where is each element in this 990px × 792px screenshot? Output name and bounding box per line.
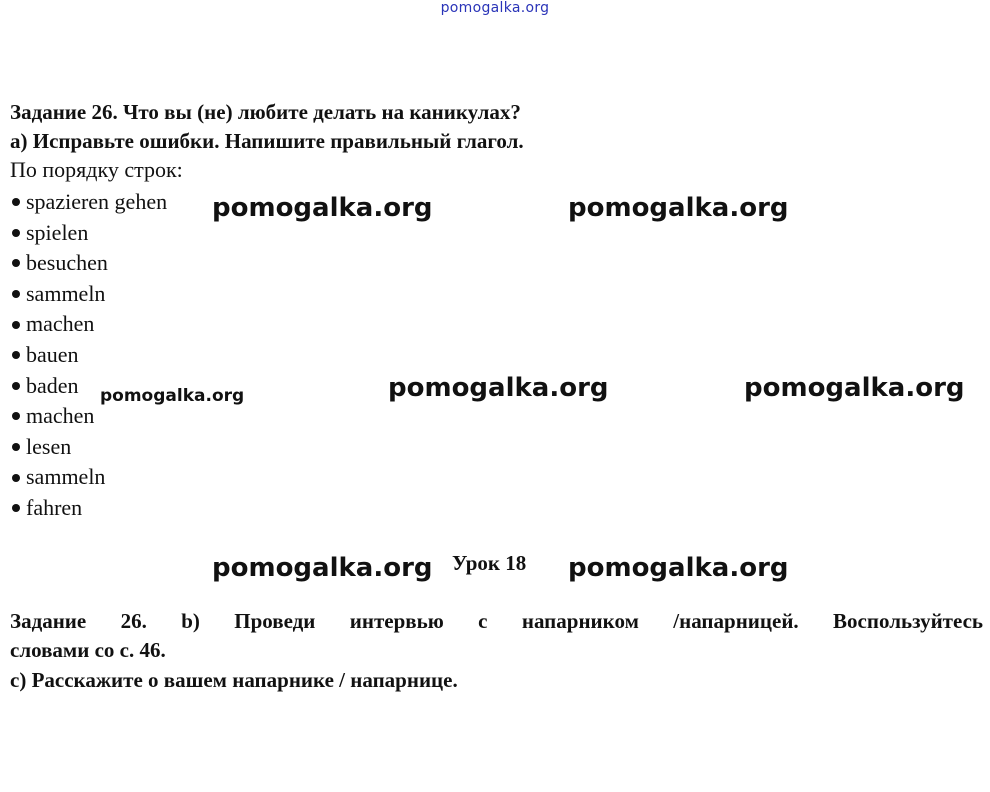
task-26c-instruction: c) Расскажите о вашем напарнике / напарнице. (10, 668, 458, 692)
list-item: sammeln (10, 279, 167, 310)
bullet-icon (12, 198, 20, 206)
list-item: baden (10, 371, 167, 402)
bullet-icon (12, 382, 20, 390)
list-item: machen (10, 309, 167, 340)
list-item: besuchen (10, 248, 167, 279)
list-item: spielen (10, 218, 167, 249)
site-watermark-top: pomogalka.org (440, 0, 550, 16)
bullet-icon (12, 351, 20, 359)
lesson-heading: Урок 18 (452, 551, 527, 575)
list-item: lesen (10, 432, 167, 463)
task-26-title: Задание 26. Что вы (не) любите делать на каникулах? (10, 100, 521, 124)
bullet-icon (12, 412, 20, 420)
verb-list (10, 187, 167, 524)
bullet-icon (12, 504, 20, 512)
list-item: bauen (10, 340, 167, 371)
bullet-icon (12, 229, 20, 237)
watermark-text: pomogalka.org (100, 386, 245, 406)
task-26a-instruction: а) Исправьте ошибки. Напишите правильный глагол. (10, 129, 524, 153)
bullet-icon (12, 259, 20, 267)
list-item: fahren (10, 493, 167, 524)
list-item: machen (10, 401, 167, 432)
watermark-text: pomogalka.org (568, 193, 789, 223)
watermark-text: pomogalka.org (388, 373, 609, 403)
task-26b-line1: Задание 26. b) Проведи интервью с напарником /напарницей. Воспользуйтесь (10, 609, 983, 633)
bullet-icon (12, 290, 20, 298)
watermark-text: pomogalka.org (744, 373, 965, 403)
bullet-icon (12, 443, 20, 451)
task-26a-intro: По порядку строк: (10, 157, 183, 182)
bullet-icon (12, 321, 20, 329)
watermark-text: pomogalka.org (212, 193, 433, 223)
list-item: spazieren gehen (10, 187, 167, 218)
watermark-text: pomogalka.org (568, 553, 789, 583)
bullet-icon (12, 474, 20, 482)
task-26b-line2: словами со с. 46. (10, 638, 166, 662)
list-item: sammeln (10, 462, 167, 493)
watermark-text: pomogalka.org (212, 553, 433, 583)
